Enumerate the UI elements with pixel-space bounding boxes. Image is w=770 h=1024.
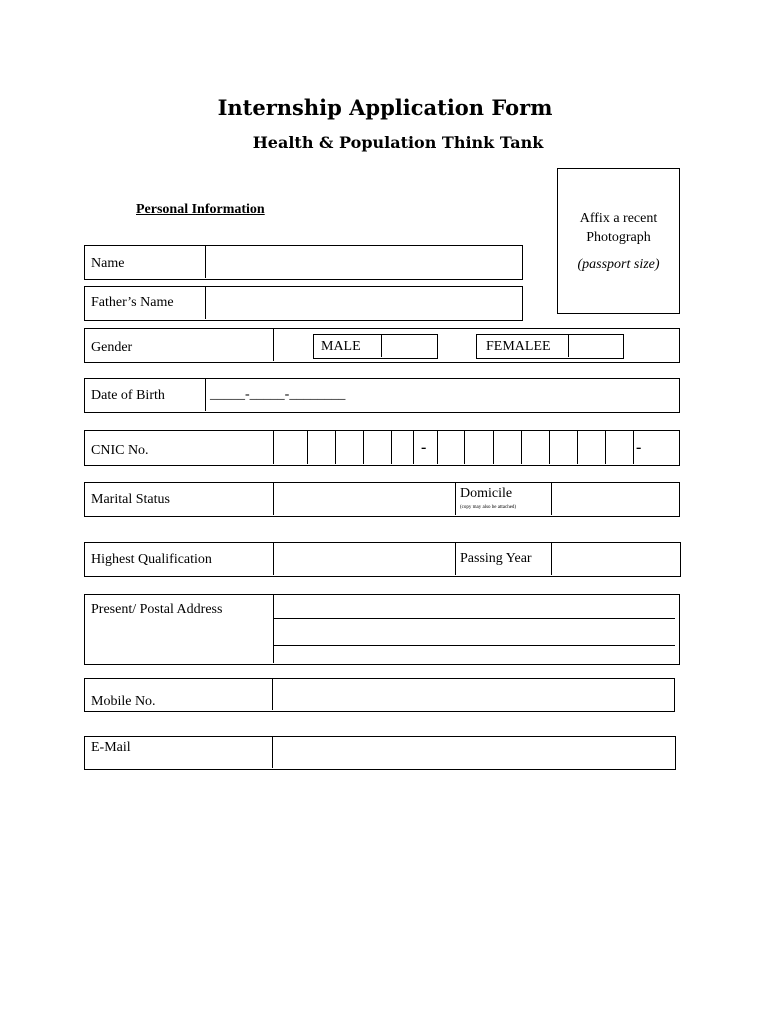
- gender-divider: [273, 329, 274, 361]
- name-label: Name: [91, 256, 125, 271]
- cnic-digit-box[interactable]: [605, 431, 606, 464]
- father-name-field[interactable]: [205, 287, 522, 319]
- cnic-separator: -: [636, 439, 642, 456]
- father-name-row: [84, 286, 523, 321]
- section-heading: Personal Information: [136, 202, 265, 217]
- domicile-field[interactable]: [551, 483, 679, 515]
- qualification-label: Highest Qualification: [91, 552, 212, 567]
- address-label: Present/ Postal Address: [91, 602, 223, 617]
- cnic-digit-box[interactable]: [391, 431, 392, 464]
- male-label: MALE: [321, 339, 361, 354]
- photo-box[interactable]: [557, 168, 680, 314]
- email-row: [84, 736, 676, 770]
- cnic-digit-box[interactable]: [363, 431, 364, 464]
- cnic-digits: [273, 431, 679, 464]
- cnic-digit-box[interactable]: [521, 431, 522, 464]
- address-line: [274, 645, 675, 646]
- photo-box-line1: Affix a recent: [579, 211, 658, 226]
- name-row: [84, 245, 523, 280]
- passing-year-label: Passing Year: [460, 551, 532, 566]
- address-line: [274, 618, 675, 619]
- marital-status-label: Marital Status: [91, 492, 170, 507]
- domicile-label: Domicile: [460, 486, 513, 501]
- photo-box-line2: Photograph: [586, 230, 651, 245]
- cnic-digit-box[interactable]: [273, 431, 274, 464]
- gender-label: Gender: [91, 340, 133, 355]
- name-field[interactable]: [205, 246, 522, 278]
- dob-row: [84, 378, 680, 413]
- cnic-digit-box[interactable]: [437, 431, 438, 464]
- qualification-field[interactable]: [273, 543, 455, 575]
- cnic-digit-box[interactable]: [493, 431, 494, 464]
- female-checkbox[interactable]: [568, 335, 623, 357]
- form-title: Internship Application Form: [217, 95, 553, 120]
- passing-year-label-cell: [455, 543, 551, 575]
- female-option[interactable]: [476, 334, 624, 359]
- marital-status-field[interactable]: [273, 483, 455, 515]
- qualification-row: [84, 542, 681, 577]
- cnic-digit-box[interactable]: [633, 431, 634, 464]
- dob-label: Date of Birth: [91, 388, 165, 403]
- cnic-digit-box[interactable]: [413, 431, 414, 464]
- email-label: E-Mail: [91, 740, 131, 755]
- female-label: FEMALEE: [486, 339, 551, 354]
- address-field[interactable]: [273, 595, 679, 663]
- email-field[interactable]: [272, 737, 675, 768]
- address-row: [84, 594, 680, 665]
- male-option[interactable]: [313, 334, 438, 359]
- cnic-label: CNIC No.: [91, 443, 149, 458]
- father-name-label: Father’s Name: [91, 295, 174, 310]
- dob-field[interactable]: [205, 379, 679, 411]
- domicile-note: (copy may also be attached): [460, 505, 517, 510]
- photo-box-line3: (passport size): [577, 257, 660, 272]
- form-subtitle: Health & Population Think Tank: [252, 133, 544, 152]
- cnic-digit-box[interactable]: [577, 431, 578, 464]
- cnic-digit-box[interactable]: [335, 431, 336, 464]
- mobile-label: Mobile No.: [91, 694, 156, 709]
- cnic-digit-box[interactable]: [307, 431, 308, 464]
- domicile-label-cell: [455, 483, 551, 515]
- mobile-row: [84, 678, 675, 712]
- cnic-digit-box[interactable]: [549, 431, 550, 464]
- cnic-separator: -: [421, 439, 427, 456]
- mobile-field[interactable]: [272, 679, 674, 710]
- cnic-digit-box[interactable]: [464, 431, 465, 464]
- cnic-row: [84, 430, 680, 466]
- passing-year-field[interactable]: [551, 543, 680, 575]
- dob-placeholder: _____-_____-________: [210, 387, 346, 402]
- male-checkbox[interactable]: [381, 335, 437, 357]
- marital-row: [84, 482, 680, 517]
